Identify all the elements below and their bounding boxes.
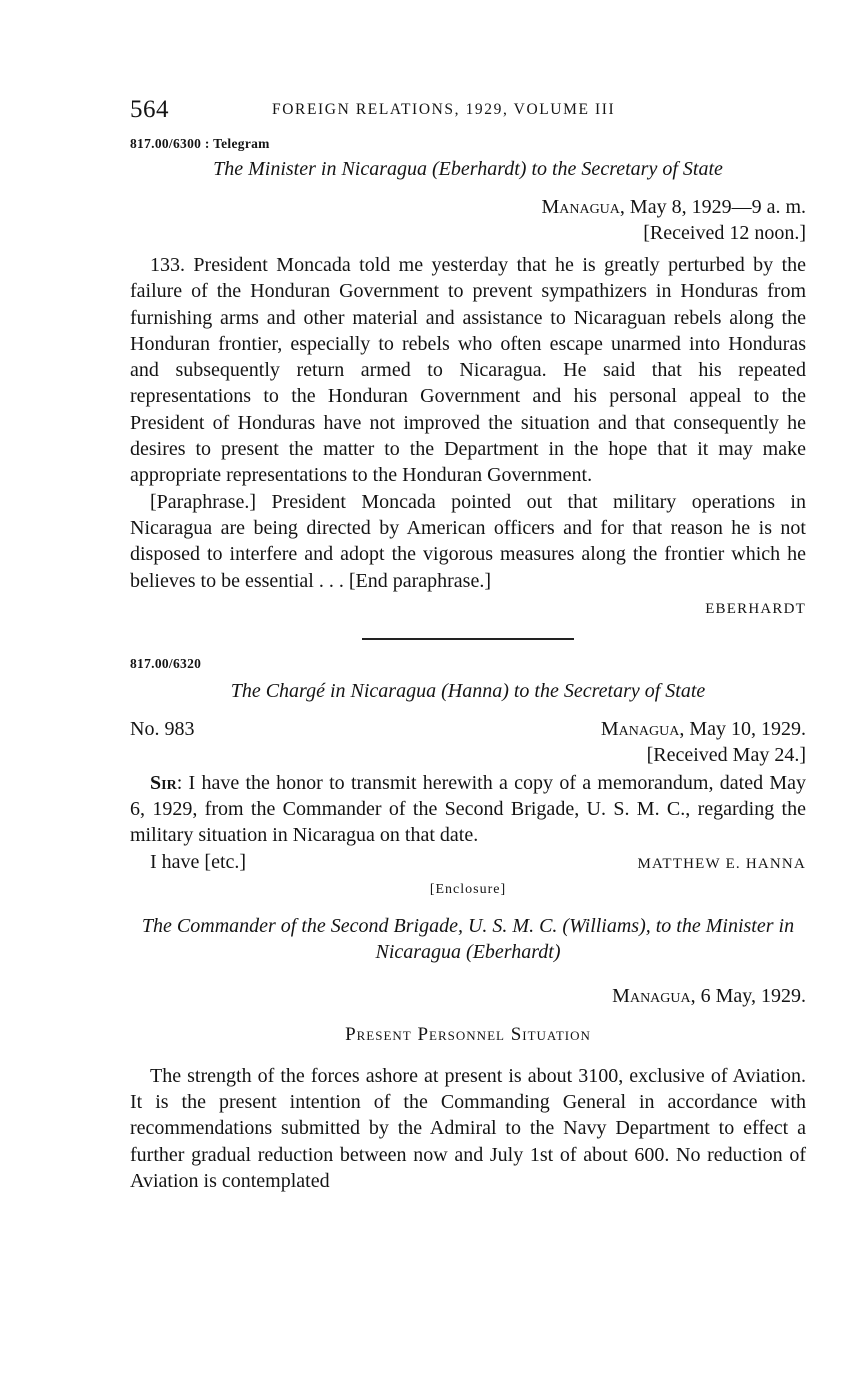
- dateline-1-place: Managua: [541, 196, 620, 218]
- closing-row: [130, 849, 806, 877]
- page-header: [130, 90, 806, 126]
- dateline-3-place: Managua: [612, 984, 691, 1007]
- document-title-1: The Minister in Nicaragua (Eberhardt) to the Secretary of State: [213, 158, 723, 180]
- received-note-1: [Received 12 noon.]: [643, 222, 806, 244]
- telegram-paragraph-2: [Paraphrase.] President Moncada pointed out that military operations in Nicaragua are being directed by American officers and for that reason he is not disposed to interfere and adopt the vigorous measures along the frontier which he believes to be essential . . . [End paraphrase.]: [130, 490, 806, 592]
- section-heading: Present Personnel Situation: [345, 1023, 591, 1045]
- dateline-1: [130, 194, 806, 220]
- enclosure-paragraph-1: The strength of the forces ashore at present is about 3100, exclusive of Aviation. It is the present intention of the Commanding General in accordance with recommendations submitted by the Admiral to the Navy Department to effect a further gradual reduction between now and July 1st of about 600. No reduction of Aviation is contemplated: [130, 1064, 806, 1192]
- document-title-2: The Chargé in Nicaragua (Hanna) to the Secretary of State: [230, 679, 706, 702]
- dispatch-paragraph-1: [130, 770, 806, 849]
- file-reference-2: 817.00/6320: [130, 655, 202, 671]
- salutation: Sir: [150, 771, 177, 794]
- dateline-2-date: , May 10, 1929.: [679, 717, 806, 740]
- running-head: FOREIGN RELATIONS, 1929, VOLUME III: [272, 101, 616, 118]
- dispatch-paragraph-1-text: : I have the honor to transmit herewith a copy of a memorandum, dated May 6, 1929, from the Commander of the Second Brigade, U. S. M. C., regarding the military situation in Nicaragua on that date.: [130, 771, 806, 847]
- received-note-2: [Received May 24.]: [646, 743, 806, 766]
- signature-hanna: MATTHEW E. HANNA: [637, 855, 806, 872]
- dateline-2: [601, 716, 806, 742]
- dateline-3-date: , 6 May, 1929.: [690, 984, 806, 1007]
- dispatch-number: No. 983: [130, 717, 195, 740]
- dateline-1-date: , May 8, 1929—9 a. m.: [619, 196, 806, 218]
- closing: I have [etc.]: [150, 850, 247, 873]
- section-divider: [362, 638, 574, 640]
- number-dateline-row: [130, 716, 806, 742]
- enclosure-label: [Enclosure]: [429, 881, 507, 897]
- enclosure-title: The Commander of the Second Brigade, U. S. M. C. (Williams), to the Minister in Nicaragua (Eberhardt): [141, 914, 795, 963]
- dateline-2-place: Managua: [600, 717, 680, 740]
- telegram-paragraph-1: 133. President Moncada told me yesterday that he is greatly perturbed by the failure of the Honduran Government to prevent sympathizers in Honduras from furnishing arms and other material and assistance to Nicaraguan rebels along the Honduran frontier, especially to rebels who often escape unarmed into Honduras and subsequently return armed to Nicaragua. He said that his repeated representations to the Honduran Government and his personal appeal to the President of Honduras have not improved the situation and that consequently he desires to present the matter to the Department in the hope that it may make appropriate representations to the Honduran Government.: [130, 254, 806, 487]
- dateline-3: [130, 983, 806, 1009]
- signature-eberhardt: EBERHARDT: [705, 600, 806, 617]
- file-reference-1: 817.00/6300 : Telegram: [130, 136, 270, 151]
- page-number: 564: [130, 96, 169, 123]
- document-page: [130, 90, 806, 1194]
